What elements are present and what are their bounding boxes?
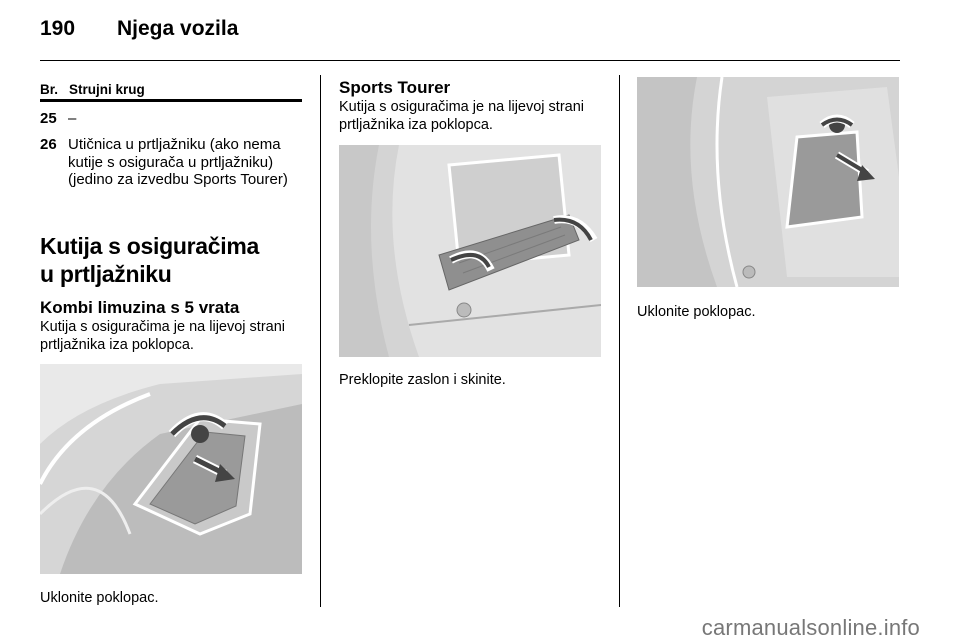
fuse-row-circuit: – [68,110,77,127]
fuse-table-header-circuit: Strujni krug [69,82,145,97]
sports-illustration-1 [339,145,601,357]
watermark: carmanualsonline.info [701,615,920,640]
column-divider-2 [619,75,620,607]
sports-caption-1: Preklopite zaslon i skinite. [339,372,506,388]
fuse-table-header-rule [40,99,302,102]
page-number: 190 [40,17,76,40]
header-rule [40,60,900,61]
kombi-heading: Kombi limuzina s 5 vrata [40,298,240,317]
sports-text: Kutija s osiguračima je na lijevoj strani prtljažnika iza poklopca. [339,99,584,133]
section-heading: Kutija s osiguračima u prtljažniku [40,233,259,287]
kombi-illustration [40,364,302,574]
page-title: Njega vozila [117,17,239,40]
kombi-caption: Uklonite poklopac. [40,590,159,606]
fuse-table-header-no: Br. [40,82,59,97]
sports-caption-2: Uklonite poklopac. [637,304,756,320]
fuse-row-no: 26 [40,136,57,153]
fuse-row-circuit: Utičnica u prtljažniku (ako nema kutije s osigurača u prtljažniku) (jedino za izvedbu Sports Tourer) [68,136,288,188]
sports-illustration-2 [637,77,899,287]
sports-heading: Sports Tourer [339,78,451,97]
kombi-text: Kutija s osiguračima je na lijevoj strani prtljažnika iza poklopca. [40,319,285,353]
fuse-row-no: 25 [40,110,57,127]
column-divider-1 [320,75,321,607]
